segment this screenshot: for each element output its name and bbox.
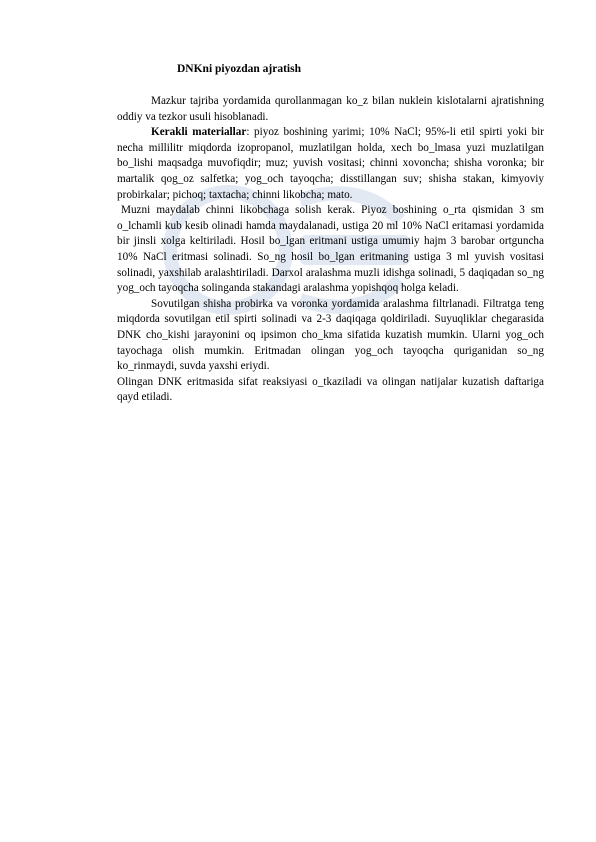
materials-paragraph [117,125,544,203]
conclusion-paragraph: Olingan DNK eritmasida sifat reaksiyasi o_tkaziladi va olingan natijalar kuzatish daftariga qayd etiladi. [117,375,544,404]
procedure-paragraph-2: Sovutilgan shisha probirka va voronka yordamida aralashma filtrlanadi. Filtratga teng miqdorda sovutilgan etil spirti solinadi va 2-3 daqiqaga qoldiriladi. Suyuqliklar chegarasida DNK cho_kishi jarayonini oq ipsimon cho_kma sifatida kuzatish mumkin. Ularni yog_och tayochaga olish mumkin. Eritmadan olingan yog_och tayoqcha quriganidan so_ng ko_rinmaydi, suvda yaxshi eriydi. [117,297,544,373]
page-title: DNKni piyozdan ajratish [177,63,301,75]
materials-text: : piyoz boshining yarimi; 10% NaCl; 95%-li etil spirti yoki bir necha millilitr miqdorda izopropanol, muzlatilgan holda, xech bo_lmasa yuzi muzlatilgan bo_lishi maqsadga muvofiqdir; muz; yuvish vositasi; chinni xovoncha; shisha voronka; bir martalik qog_oz salfetka; yog_och tayoqcha; disstillangan suv; shisha stakan, kimyoviy probirkalar; pichoq; taxtacha; chinni likobcha; mato. [117,126,544,201]
procedure-paragraph-1: Muzni maydalab chinni likobchaga solish kerak. Piyoz boshining o_rta qismidan 3 sm o_lchamli kub kesib olinadi hamda maydalanadi, ustiga 20 ml 10% NaCl eritamasi yordamida bir jinsli xolga keltiriladi. Hosil bo_lgan eritmani ustiga umumiy hajm 3 barobar ortguncha 10% NaCl eritmasi solinadi. So_ng hosil bo_lgan eritmaning ustiga 3 ml yuvish vositasi solinadi, yaxshilab aralashtiriladi. Darxol aralashma muzli idishga solinadi, 5 daqiqadan so_ng yog_och tayoqcha solinganda stakandagi aralashma yopishqoq holga keladi. [117,204,544,295]
intro-paragraph: Mazkur tajriba yordamida qurollanmagan ko_z bilan nuklein kislotalarni ajratishning oddiy va tezkor usuli hisoblanadi. [117,95,544,123]
document-body [117,94,544,406]
materials-label: Kerakli materiallar [151,126,247,139]
